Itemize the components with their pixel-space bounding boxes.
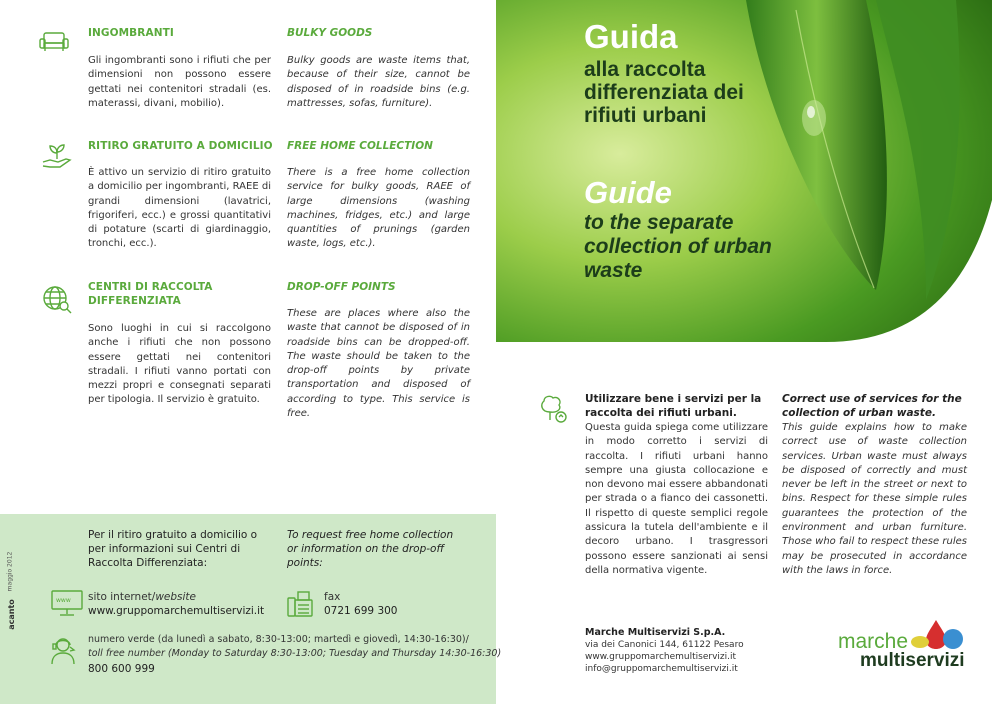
side-credit xyxy=(4,551,44,640)
section-text-it: Sono luoghi in cui si raccolgono anche i rifiuti che non possono essere gettati nei contenitori stradali. I rifiuti vanno portati con mezzi propri e consegnati separati per tipologia. Il servizio è gratuito. xyxy=(88,323,271,406)
phone-hours-it: numero verde (da lunedì a sabato, 8:30-13:00; martedì e giovedì, 14:30-16:30)/ xyxy=(88,634,469,645)
logo-drops-icon xyxy=(910,618,968,650)
phone-number: 800 600 999 xyxy=(88,663,155,675)
section-title-en: DROP-OFF POINTS xyxy=(287,281,396,293)
fax-number: 0721 699 300 xyxy=(324,605,398,617)
side-date: maggio 2012 xyxy=(6,551,14,592)
website-label-it: sito internet/ xyxy=(88,591,156,603)
intro-title-en: Correct use of services for the collection of urban waste. xyxy=(782,393,962,419)
intro-text-it: Questa guida spiega come utilizzare in modo corretto i servizi di raccolta. I rifiuti urbani hanno sempre una giusta collocazione e non devono mai essere abbandonati per strada o a fianco dei cassonetti. Il rispetto di queste semplici regole assicura la tutela dell'ambiente e il decoro urbano. I trasgressori possono essere sanzionati ai sensi della normativa vigente. xyxy=(585,422,768,576)
contact-intro-en: To request free home collection or information on the drop-off points: xyxy=(287,529,454,569)
phone-hours-en: toll free number (Monday to Saturday 8:30-13:00; Tuesday and Thursday 14:30-16:30) xyxy=(88,648,502,659)
fax-icon xyxy=(284,588,316,620)
company-web[interactable]: www.gruppomarchemultiservizi.it xyxy=(585,652,737,662)
tree-recycle-icon xyxy=(536,392,570,426)
section-text-en: There is a free home collection service for bulky goods, RAEE of large dimensions (washing machines, fridges, etc.) and large quantities of prunings (garden waste, logs, etc.). xyxy=(287,167,470,250)
intro-title-it: Utilizzare bene i servizi per la raccolta dei rifiuti urbani. xyxy=(585,393,762,419)
contact-intro-it: Per il ritiro gratuito a domicilio o per informazioni sui Centri di Raccolta Differenziata: xyxy=(88,529,258,569)
phone-operator-icon xyxy=(48,634,82,666)
company-name: Marche Multiservizi S.p.A. xyxy=(585,627,726,638)
svg-text:www: www xyxy=(56,597,71,604)
logo-text-top: marche xyxy=(838,630,909,653)
hero-title-it: Guida xyxy=(584,18,678,55)
fax-label: fax xyxy=(324,591,341,603)
company-email[interactable]: info@gruppomarchemultiservizi.it xyxy=(585,664,738,674)
hero-subtitle-it: alla raccolta differenziata dei rifiuti urbani xyxy=(584,58,744,127)
side-brand: acanto xyxy=(6,599,16,630)
website-label-en: website xyxy=(155,591,197,603)
marche-multiservizi-logo xyxy=(838,618,968,674)
hand-plant-icon xyxy=(40,140,74,174)
section-text-en: Bulky goods are waste items that, because of their size, cannot be disposed of in roadside bins (e.g. mattresses, sofas, furniture). xyxy=(287,55,470,109)
section-title-it: INGOMBRANTI xyxy=(88,27,174,39)
sofa-icon xyxy=(37,24,71,58)
globe-search-icon xyxy=(40,282,74,316)
website-label xyxy=(88,591,196,603)
section-text-it: Gli ingombranti sono i rifiuti che per dimensioni non possono essere gettati nei contenitori stradali (es. materassi, divani, mobilio). xyxy=(88,55,271,109)
section-title-en: BULKY GOODS xyxy=(287,27,373,39)
hero-title-en: Guide xyxy=(584,175,672,210)
section-title-it: CENTRI DI RACCOLTA DIFFERENZIATA xyxy=(88,281,213,307)
section-title-it: RITIRO GRATUITO A DOMICILIO xyxy=(88,140,273,152)
company-address: via dei Canonici 144, 61122 Pesaro xyxy=(585,640,744,650)
website-link[interactable]: www.gruppomarchemultiservizi.it xyxy=(88,605,265,617)
section-title-en: FREE HOME COLLECTION xyxy=(287,140,433,152)
hero-banner xyxy=(496,0,992,342)
computer-icon xyxy=(50,588,84,618)
section-text-en: These are places where also the waste that cannot be disposed of in roadside bins can be dropped-off. The waste should be taken to the drop-off points by private transportation and disposed of according to type. This service is free. xyxy=(287,308,470,420)
section-text-it: È attivo un servizio di ritiro gratuito a domicilio per ingombranti, RAEE di grandi dimensioni (lavatrici, frigoriferi, ecc.) e grossi quantitativi di potature (scarti di giardinaggio, tronchi, ecc.). xyxy=(88,167,271,250)
hero-subtitle-en: to the separate collection of urban waste xyxy=(584,211,772,282)
intro-text-en: This guide explains how to make correct use of waste collection services. Urban waste must always be disposed of correctly and must never be left in the street or next to bins. Respect for these simple rules guarantees the protection of the environment and urban furniture. Those who fail to respect these rules may be prosecuted in accordance with the laws in force. xyxy=(782,422,967,576)
logo-text-bottom: multiservizi xyxy=(860,650,965,671)
